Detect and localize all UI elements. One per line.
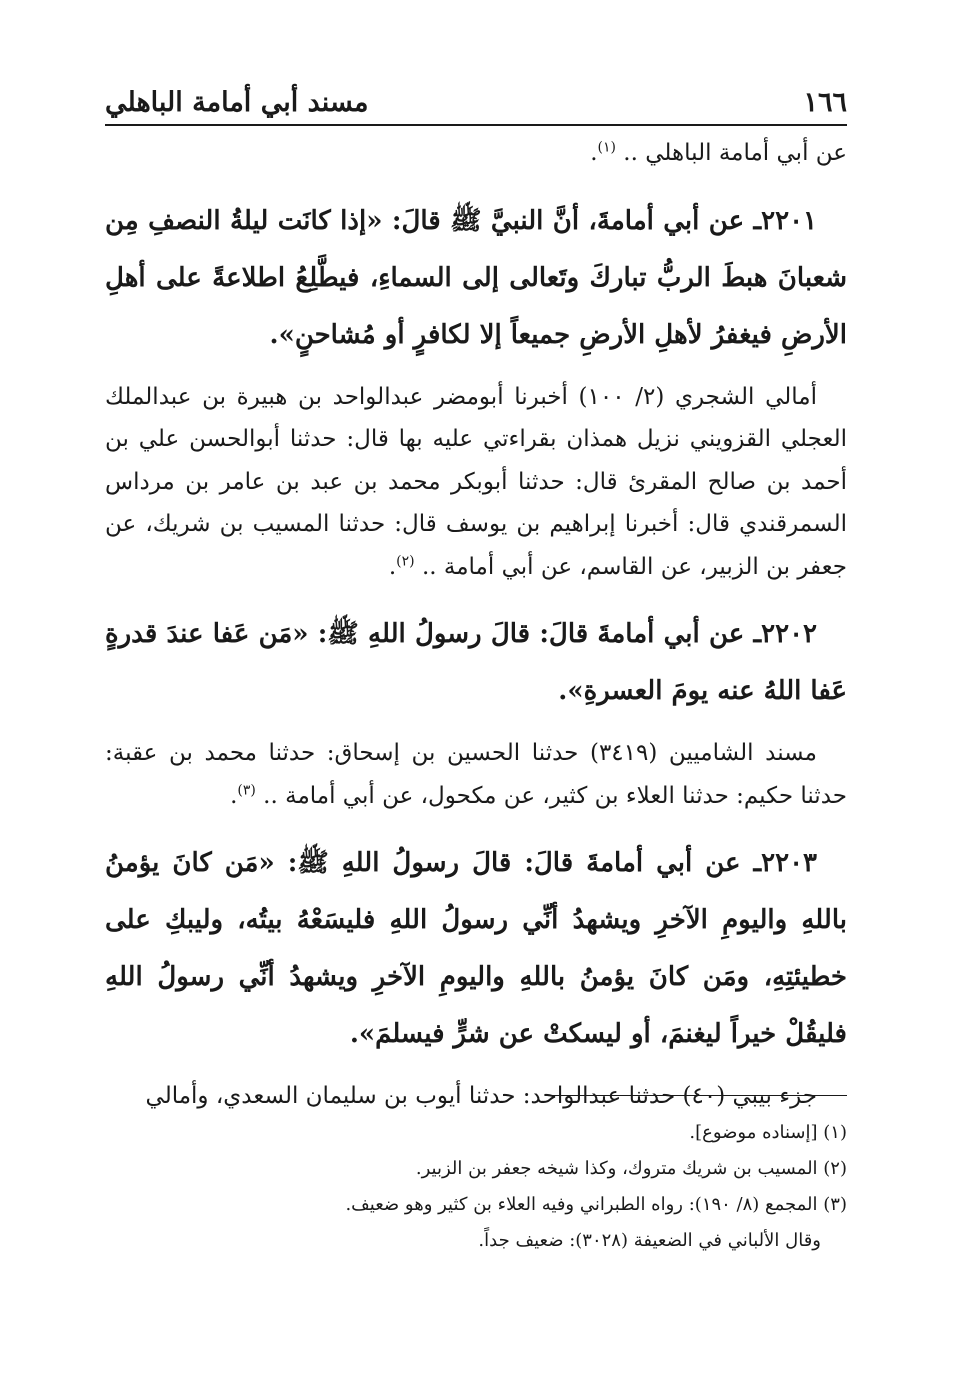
footnote-ref-2[interactable]: (٢)	[396, 552, 415, 569]
footnotes	[105, 1115, 847, 1259]
continuation-paragraph	[105, 132, 847, 175]
footnote-3-continuation: وقال الألباني في الضعيفة (٣٠٢٨): ضعيف جداً.	[478, 1230, 821, 1251]
footnote-divider	[545, 1095, 847, 1096]
footnote-ref-3[interactable]: (٣)	[237, 781, 256, 798]
footnote-1: (١) [إسناده موضوع].	[689, 1122, 847, 1143]
hadith-text: عن أبي أمامةَ قالَ: قالَ رسولُ اللهِ ﷺ: «مَن عَفا عندَ قدرةٍ عَفا اللهُ عنه يومَ العسرةِ».	[105, 619, 847, 706]
footnote-2: (٢) المسيب بن شريك متروك، وكذا شيخه جعفر بن الزبير.	[415, 1158, 847, 1179]
hadith-number: ٢٢٠٢ـ	[753, 619, 817, 649]
hadith-text: عن أبي أمامةَ قالَ: قالَ رسولُ اللهِ ﷺ: «مَن كانَ يؤمنُ باللهِ واليومِ الآخرِ ويشهدُ أنِّي رسولُ اللهِ فليسَعْهُ بيتُه، وليبكِ على خطيئتِهِ، ومَن كانَ يؤمنُ باللهِ واليومِ الآخرِ ويشهدُ أنِّي رسولُ اللهِ فليقُلْ خيراً ليغنمَ، أو ليسكتْ عن شرٍّ فيسلمَ».	[105, 848, 847, 1049]
hadith-number: ٢٢٠١ـ	[753, 205, 817, 236]
source-text: جزء بيبي (٤٠) حدثنا عبدالواحد: حدثنا أيوب بن سليمان السعدي، وأمالي	[145, 1083, 817, 1109]
source-text: أمالي الشجري (٢/ ١٠٠) أخبرنا أبومضر عبدالواحد بن هبيرة بن عبدالملك العجلي القزويني نزيل همذان بقراءتي عليه بها قال: حدثنا أبوالحسن علي بن أحمد بن صالح المقرئ قال: حدثنا أبوبكر محمد بن عبد بن عامر بن مرداس السمرقندي قال: أخبرنا إبراهيم بن يوسف قال: حدثنا المسيب بن شريك، عن جعفر بن الزبير، عن القاسم، عن أبي أمامة ..	[105, 383, 847, 580]
footnote-3: (٣) المجمع (٨/ ١٩٠): رواه الطبراني وفيه العلاء بن كثير وهو ضعيف.	[345, 1194, 847, 1215]
source-2203	[105, 1075, 847, 1118]
source-2201	[105, 376, 847, 589]
hadith-text: عن أبي أمامةَ، أنَّ النبيَّ ﷺ قالَ: «إذا كانَت ليلةُ النصفِ مِن شعبانَ هبطَ الربُّ تباركَ وتَعالى إلى السماءِ، فيطَّلِعُ اطلاعةً على أهلِ الأرضِ فيغفرُ لأهلِ الأرضِ جميعاً إلا لكافرٍ أو مُشاحنٍ».	[105, 205, 847, 350]
source-2202	[105, 732, 847, 817]
footnote-ref-1[interactable]: (١)	[597, 139, 616, 156]
paragraph-text: عن أبي أمامة الباهلي ..	[616, 140, 847, 166]
source-text: مسند الشاميين (٣٤١٩) حدثنا الحسين بن إسحاق: حدثنا محمد بن عقبة: حدثنا حكيم: حدثنا العلاء بن كثير، عن مكحول، عن أبي أمامة ..	[105, 740, 847, 809]
hadith-2201	[105, 193, 847, 364]
page-body	[105, 132, 847, 1136]
hadith-2202	[105, 606, 847, 720]
source-end: .	[230, 782, 238, 809]
source-end: .	[388, 553, 397, 580]
page-header	[105, 72, 847, 126]
page-number: ١٦٦	[803, 87, 847, 118]
running-title: مسند أبي أمامة الباهلي	[105, 87, 369, 118]
hadith-number: ٢٢٠٣ـ	[753, 848, 817, 878]
paragraph-end: .	[590, 140, 598, 166]
hadith-2203	[105, 835, 847, 1063]
